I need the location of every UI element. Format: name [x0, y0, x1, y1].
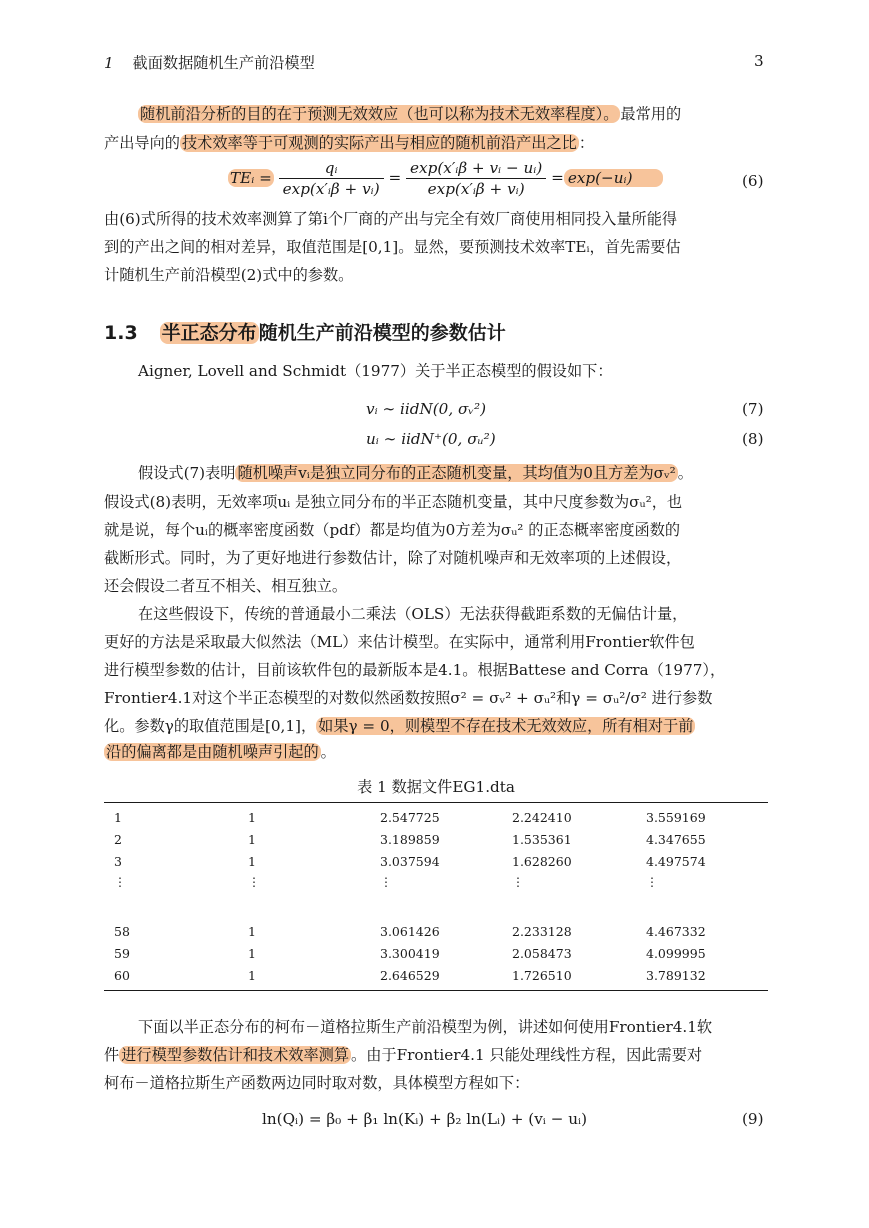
highlight: 随机前沿分析的目的在于预测无效效应（也可以称为技术无效率程度）。 — [140, 105, 619, 123]
table-cell: 2.547725 — [380, 809, 440, 825]
highlight: TEᵢ = — [230, 168, 272, 187]
table-row — [104, 942, 768, 964]
table-row — [104, 850, 768, 872]
para6-line2: 件 进行模型参数估计和技术效率测算 。由于Frontier4.1 只能处理线性方程，因此需要对 — [104, 1046, 703, 1064]
table-cell: 1.726510 — [512, 967, 572, 983]
para6-line3: 柯布－道格拉斯生产函数两边同时取对数，具体模型方程如下： — [104, 1074, 530, 1092]
table-cell: 2 — [114, 831, 122, 847]
table-cell: 3.037594 — [380, 853, 440, 869]
para5-line6: 沿的偏离都是由随机噪声引起的 。 — [106, 743, 336, 761]
table-ellipsis-row — [104, 872, 768, 920]
table-caption: 表 1 数据文件EG1.dta — [357, 778, 515, 796]
highlight: 沿的偏离都是由随机噪声引起的 — [106, 743, 319, 761]
table-cell: 3.189859 — [380, 831, 440, 847]
highlight: 如果γ = 0，则模型不存在技术无效效应，所有相对于前 — [318, 717, 694, 735]
para1-line2: 产出导向的 技术效率等于可观测的实际产出与相应的随机前沿产出之比 ： — [104, 134, 594, 152]
table-cell: 2.646529 — [380, 967, 440, 983]
para4-line1: 假设式(7)表明 随机噪声vᵢ是独立同分布的正态随机变量，其均值为0且方差为σᵥ² 。 — [138, 464, 693, 482]
equation-number: (8) — [742, 430, 764, 448]
table-cell: 2.233128 — [512, 923, 572, 939]
equation-number: (6) — [742, 172, 764, 190]
table-row — [104, 828, 768, 850]
table-cell: 1.628260 — [512, 853, 572, 869]
para5-line2: 更好的方法是采取最大似然法（ML）来估计模型。在实际中，通常利用Frontier软件包 — [104, 633, 695, 651]
table-cell: 4.099995 — [646, 945, 706, 961]
highlight: 随机噪声vᵢ是独立同分布的正态随机变量，其均值为0且方差为σᵥ² — [237, 464, 676, 482]
para5-line3: 进行模型参数的估计，目前该软件包的最新版本是4.1。根据Battese and Corra（1977）， — [104, 661, 726, 679]
table-cell: 3.559169 — [646, 809, 706, 825]
table-cell: 2.058473 — [512, 945, 572, 961]
table-cell: 2.242410 — [512, 809, 572, 825]
para2-line2: 到的产出之间的相对差异，取值范围是[0,1]。显然，要预测技术效率TEᵢ，首先需要估 — [104, 238, 681, 256]
table-cell: ⋮ — [380, 875, 392, 889]
highlight: 半正态分布 — [161, 322, 257, 344]
table-cell: 4.497574 — [646, 853, 706, 869]
para2-line3: 计随机生产前沿模型(2)式中的参数。 — [104, 266, 354, 284]
table-cell: 1 — [248, 945, 256, 961]
para5-line5: 化。参数γ的取值范围是[0,1]， 如果γ = 0，则模型不存在技术无效效应，所有相对于前 — [104, 717, 694, 735]
table-cell: 1 — [248, 923, 256, 939]
table-cell: ⋮ — [512, 875, 524, 889]
table-bottom-rule — [104, 990, 768, 991]
table-cell: 58 — [114, 923, 130, 939]
table-cell: 1 — [248, 853, 256, 869]
section-heading: 1.3 半正态分布 随机生产前沿模型的参数估计 — [104, 322, 506, 344]
table-cell: 3 — [114, 853, 122, 869]
equation-7: vᵢ ∼ iidN(0, σᵥ²) — [366, 400, 487, 418]
para5-line4: Frontier4.1对这个半正态模型的对数似然函数按照σ² = σᵥ² + σᵤ²和γ = σᵤ²/σ² 进行参数 — [104, 689, 713, 707]
table-cell: 1.535361 — [512, 831, 572, 847]
highlight: exp(−uᵢ) — [564, 169, 663, 187]
section-number: 1.3 — [104, 322, 138, 344]
equation-6: TEᵢ = $\frac{\text{qᵢ}}{\text{exp(x′ᵢβ + vᵢ)}}$ = $\frac{\text{exp(x′ᵢβ + vᵢ − uᵢ)}}{\text{exp(x′ᵢβ + vᵢ)}}$ = exp(−uᵢ) — [228, 158, 663, 199]
table-row — [104, 802, 768, 828]
table-row — [104, 920, 768, 942]
data-table — [104, 802, 768, 990]
table-cell: ⋮ — [248, 875, 260, 889]
table-cell: 4.347655 — [646, 831, 706, 847]
table-cell: 3.789132 — [646, 967, 706, 983]
para4-line2: 假设式(8)表明，无效率项uᵢ 是独立同分布的半正态随机变量，其中尺度参数为σᵤ²，也 — [104, 493, 683, 511]
page-number: 3 — [754, 52, 764, 70]
fraction: $\frac{\text{exp(x′ᵢβ + vᵢ − uᵢ)}}{\text{exp(x′ᵢβ + vᵢ)}}$ — [406, 158, 546, 199]
chapter-title: 截面数据随机生产前沿模型 — [132, 54, 315, 72]
table-cell: 59 — [114, 945, 130, 961]
table-cell: 4.467332 — [646, 923, 706, 939]
equation-number: (7) — [742, 400, 764, 418]
table-cell: 60 — [114, 967, 130, 983]
table-cell: 1 — [248, 967, 256, 983]
fraction: $\frac{\text{qᵢ}}{\text{exp(x′ᵢβ + vᵢ)}}$ — [279, 158, 384, 199]
table-cell: 1 — [248, 809, 256, 825]
highlight: 技术效率等于可观测的实际产出与相应的随机前沿产出之比 — [181, 134, 577, 152]
para4-line4: 截断形式。同时，为了更好地进行参数估计，除了对随机噪声和无效率项的上述假设， — [104, 549, 682, 567]
table-cell: 3.061426 — [380, 923, 440, 939]
para4-line5: 还会假设二者互不相关、相互独立。 — [104, 577, 347, 595]
table-cell: ⋮ — [646, 875, 658, 889]
table-cell: 3.300419 — [380, 945, 440, 961]
para1-line1: 随机前沿分析的目的在于预测无效效应（也可以称为技术无效率程度）。 最常用的 — [140, 105, 682, 123]
para6-line1: 下面以半正态分布的柯布－道格拉斯生产前沿模型为例，讲述如何使用Frontier4.1软 — [138, 1018, 713, 1036]
equation-8: uᵢ ∼ iidN⁺(0, σᵤ²) — [366, 430, 496, 448]
equation-number: (9) — [742, 1110, 764, 1128]
table-cell: 1 — [114, 809, 122, 825]
table-cell: 1 — [248, 831, 256, 847]
highlight: 进行模型参数估计和技术效率测算 — [121, 1046, 349, 1064]
para4-line3: 就是说，每个uᵢ的概率密度函数（pdf）都是均值为0方差为σᵤ² 的正态概率密度函数的 — [104, 521, 681, 539]
chapter-number: 1 — [104, 54, 114, 72]
para5-line1: 在这些假设下，传统的普通最小二乘法（OLS）无法获得截距系数的无偏估计量， — [138, 605, 688, 623]
para3: Aigner, Lovell and Schmidt（1977）关于半正态模型的假设如下： — [138, 362, 613, 380]
para2-line1: 由(6)式所得的技术效率测算了第i个厂商的产出与完全有效厂商使用相同投入量所能得 — [104, 210, 678, 228]
table-row — [104, 964, 768, 990]
running-header — [104, 52, 315, 73]
table-cell: ⋮ — [114, 875, 126, 889]
equation-9: ln(Qᵢ) = β₀ + β₁ ln(Kᵢ) + β₂ ln(Lᵢ) + (vᵢ − uᵢ) — [262, 1110, 588, 1128]
